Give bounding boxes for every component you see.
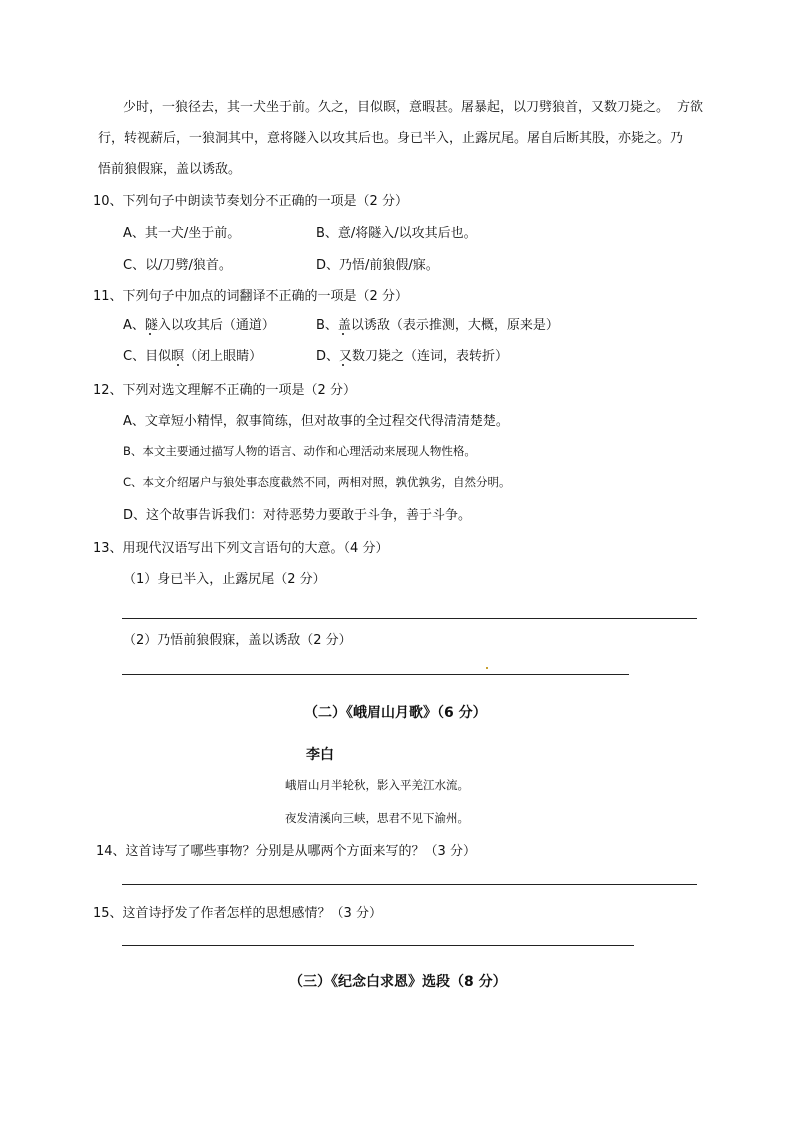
question-10-option-d: D、乃悟/前狼假/寐。 — [316, 258, 439, 273]
question-10-option-b: B、意/将隧入/以攻其后也。 — [316, 226, 477, 241]
poem-line-1: 峨眉山月半轮秋，影入平羌江水流。 — [285, 778, 469, 792]
answer-line — [122, 945, 634, 946]
question-15-stem: 15、这首诗抒发了作者怎样的思想感情？（3 分） — [93, 906, 382, 921]
answer-line — [122, 618, 697, 619]
question-10-option-a: A、其一犬/坐于前。 — [123, 226, 241, 241]
section-2-title: （二）《峨眉山月歌》（6 分） — [304, 705, 487, 721]
passage-line-1-end: 方欲 — [677, 100, 704, 115]
passage-line-1: 少时，一狼径去，其一犬坐于前。久之，目似瞑，意暇甚。屠暴起，以刀劈狼首，又数刀毙之。 — [123, 100, 670, 115]
question-11-stem: 11、下列句子中加点的词翻译不正确的一项是（2 分） — [93, 289, 408, 304]
question-10-stem: 10、下列句子中朗读节奏划分不正确的一项是（2 分） — [93, 194, 408, 209]
question-12-option-d: D、这个故事告诉我们：对待恶势力要敢于斗争，善于斗争。 — [123, 508, 472, 523]
question-13-stem: 13、用现代汉语写出下列文言语句的大意。（4 分） — [93, 541, 389, 556]
emphasis-dot — [149, 333, 151, 335]
section-3-title: （三）《纪念白求恩》选段（8 分） — [289, 974, 507, 990]
passage-line-2: 行，转视薪后，一狼洞其中，意将隧入以攻其后也。身已半入，止露尻尾。屠自后断其股，亦毙之。乃 — [98, 131, 684, 146]
poem-line-2: 夜发清溪向三峡，思君不见下渝州。 — [285, 811, 469, 825]
question-10-option-c: C、以/刀劈/狼首。 — [123, 258, 232, 273]
question-11-option-b: B、盖以诱敌（表示推测，大概，原来是） — [316, 318, 559, 333]
question-11-option-d: D、又数刀毙之（连词，表转折） — [316, 349, 509, 364]
question-11-option-a: A、隧入以攻其后（通道） — [123, 318, 275, 333]
question-13-sentence-2: （2）乃悟前狼假寐，盖以诱敌（2 分） — [123, 633, 352, 648]
question-12-option-c: C、本文介绍屠户与狼处事态度截然不同，两相对照，孰优孰劣，自然分明。 — [123, 475, 511, 489]
question-12-option-a: A、文章短小精悍，叙事简练，但对故事的全过程交代得清清楚楚。 — [123, 414, 509, 429]
question-12-option-b: B、本文主要通过描写人物的语言、动作和心理活动来展现人物性格。 — [123, 444, 476, 458]
passage-line-3: 悟前狼假寐，盖以诱敌。 — [98, 162, 242, 177]
question-11-option-c: C、目似瞑（闭上眼睛） — [123, 349, 263, 364]
emphasis-dot — [177, 364, 179, 366]
question-13-sentence-1: （1）身已半入，止露尻尾（2 分） — [123, 572, 326, 587]
answer-line — [122, 674, 629, 675]
emphasis-dot — [342, 364, 344, 366]
poem-author: 李白 — [306, 747, 334, 763]
emphasis-dot — [342, 333, 344, 335]
answer-line — [122, 884, 697, 885]
question-12-stem: 12、下列对选文理解不正确的一项是（2 分） — [93, 383, 356, 398]
question-14-stem: 14、这首诗写了哪些事物？分别是从哪两个方面来写的？（3 分） — [96, 844, 476, 859]
stray-mark — [486, 667, 488, 669]
